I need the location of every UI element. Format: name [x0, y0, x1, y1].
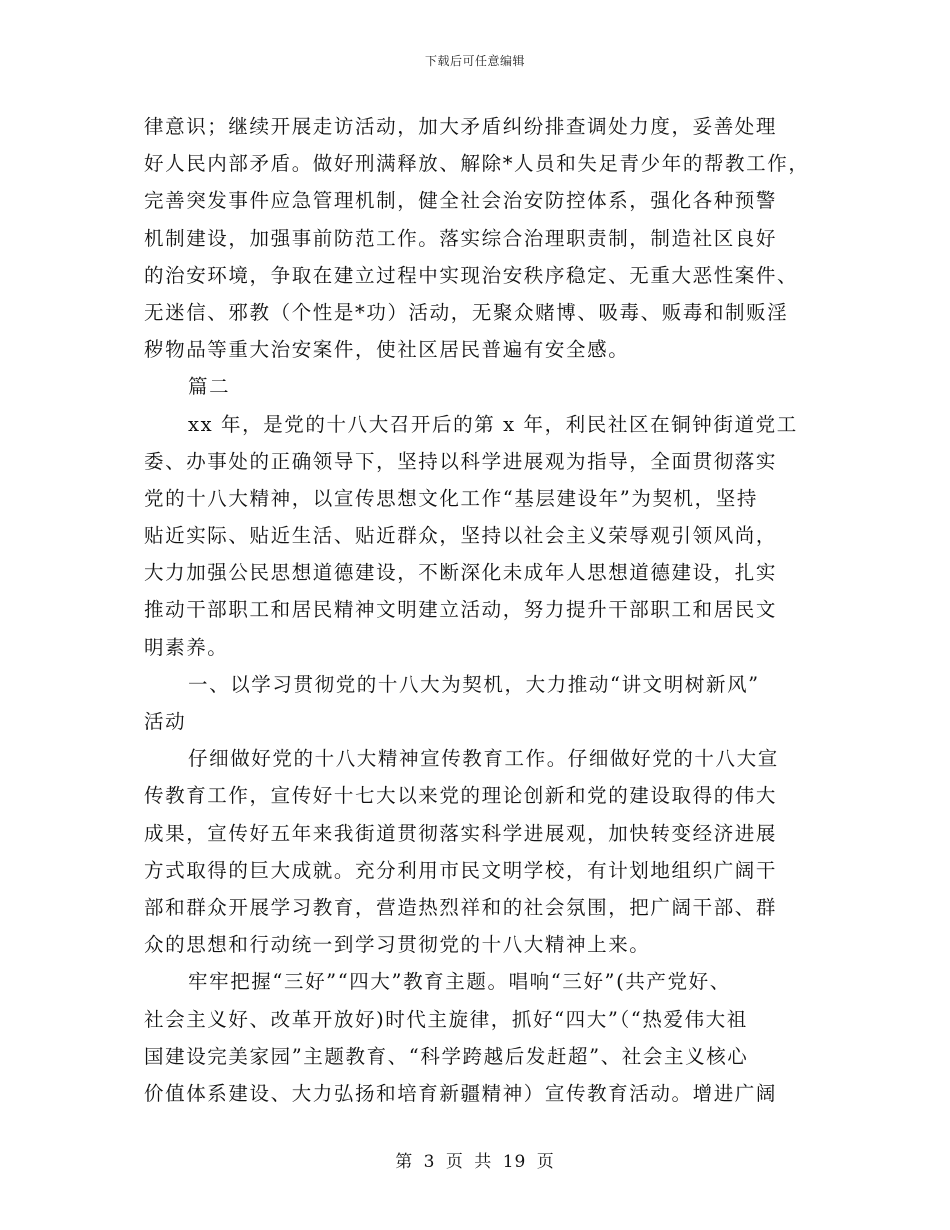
- text-line: 国建设完美家园”主题教育、“科学跨越后发赶超”、社会主义核心: [144, 1044, 749, 1068]
- text-line: 社会主义好、改革开放好)时代主旋律，抓好“四大”（“热爱伟大祖: [144, 1007, 748, 1031]
- text-line: 好人民内部矛盾。做好刑满释放、解除*人员和失足青少年的帮教工作，: [144, 152, 810, 176]
- text-line: 完善突发事件应急管理机制，健全社会治安防控体系，强化各种预警: [144, 189, 778, 213]
- text-line: 仔细做好党的十八大精神宣传教育工作。仔细做好党的十八大宣: [188, 747, 779, 771]
- text-line: 活动: [144, 710, 187, 733]
- text-line: 推动干部职工和居民精神文明建立活动，努力提升干部职工和居民文: [144, 598, 778, 622]
- text-line: 律意识；继续开展走访活动，加大矛盾纠纷排查调处力度，妥善处理: [144, 115, 778, 138]
- text-line: 方式取得的巨大成就。充分利用市民文明学校，有计划地组织广阔干: [144, 858, 778, 882]
- text-line: 机制建设，加强事前防范工作。落实综合治理职责制，制造社区良好: [144, 226, 778, 250]
- text-line: 成果，宣传好五年来我街道贯彻落实科学进展观，加快转变经济进展: [144, 821, 778, 845]
- text-line: 牢牢把握“三好”“四大”教育主题。唱响“三好”(共产党好、: [188, 970, 731, 994]
- text-line: xx 年，是党的十八大召开后的第 x 年，利民社区在铜钟街道党工: [188, 412, 798, 436]
- text-line: 明素养。: [144, 635, 229, 659]
- page-header: 下载后可任意编辑: [424, 54, 525, 68]
- text-line: 的治安环境，争取在建立过程中实现治安秩序稳定、无重大恶性案件、: [144, 263, 799, 287]
- text-line: 无迷信、邪教（个性是*功）活动，无聚众赌博、吸毒、贩毒和制贩淫: [144, 300, 789, 324]
- text-line: 价值体系建设、大力弘扬和培育新疆精神）宣传教育活动。增进广阔: [144, 1081, 778, 1105]
- text-line: 部和群众开展学习教育，营造热烈祥和的社会氛围，把广阔干部、群: [144, 895, 778, 919]
- text-line: 一、以学习贯彻党的十八大为契机，大力推动“讲文明树新风”: [188, 672, 760, 696]
- text-line: 大力加强公民思想道德建设，不断深化未成年人思想道德建设，扎实: [144, 561, 778, 585]
- text-line: 党的十八大精神，以宣传思想文化工作“基层建设年”为契机，坚持: [144, 486, 758, 510]
- text-line: 贴近实际、贴近生活、贴近群众，坚持以社会主义荣辱观引领风尚，: [144, 524, 778, 548]
- text-line: 传教育工作，宣传好十七大以来党的理论创新和党的建设取得的伟大: [144, 784, 778, 808]
- document-body: [144, 108, 824, 1112]
- text-line: 众的思想和行动统一到学习贯彻党的十八大精神上来。: [144, 933, 651, 957]
- text-line: 委、办事处的正确领导下，坚持以科学进展观为指导，全面贯彻落实: [144, 449, 778, 473]
- text-line: 篇二: [188, 375, 231, 399]
- page-footer: 第 3 页 共 19 页: [395, 1152, 555, 1172]
- text-line: 秽物品等重大治安案件，使社区居民普遍有安全感。: [144, 338, 630, 362]
